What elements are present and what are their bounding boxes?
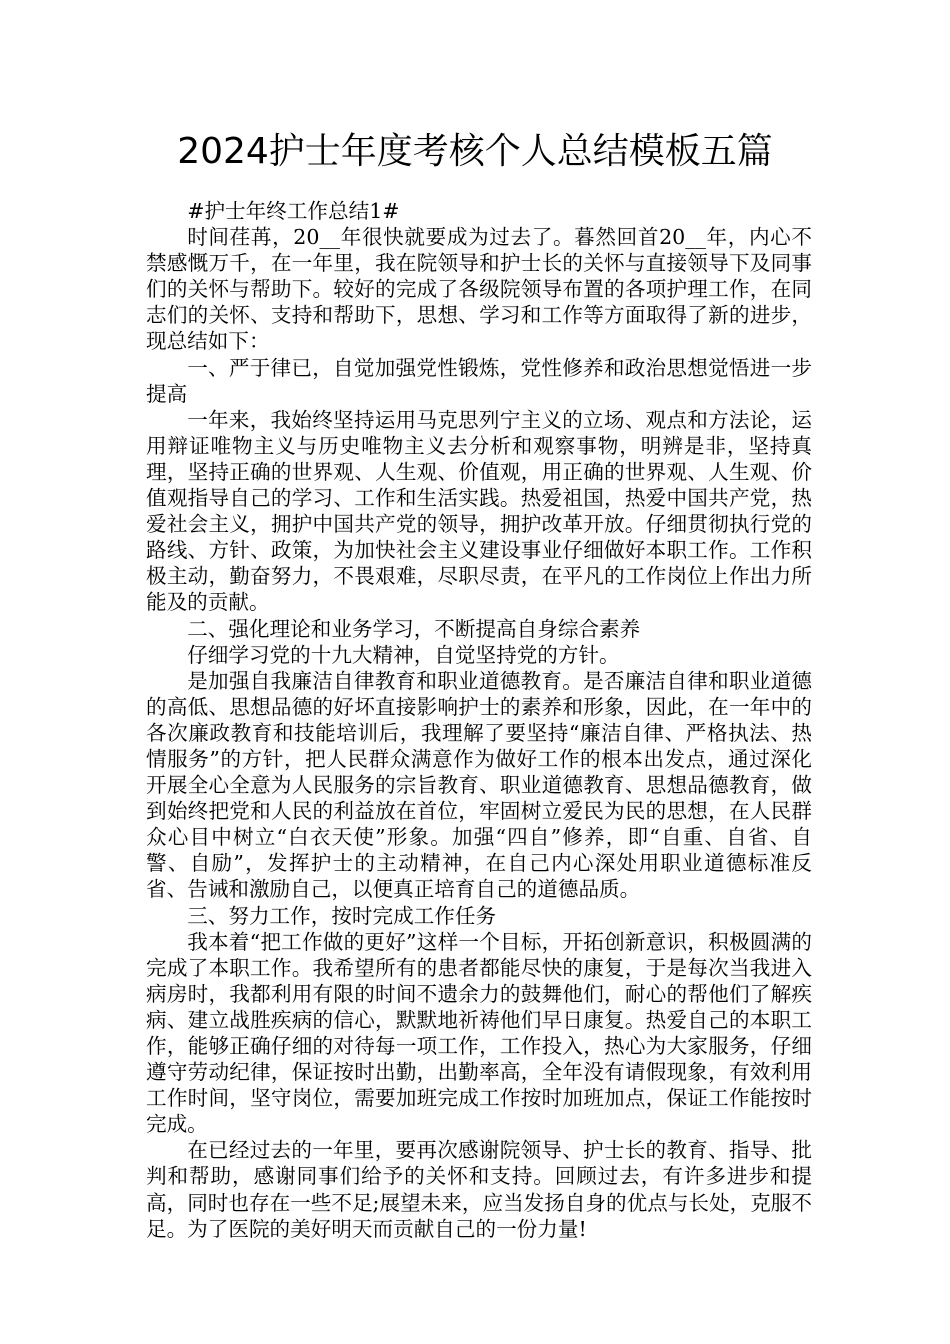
body-paragraph: 仔细学习党的十九大精神，自觉坚持党的方针。 (187, 642, 620, 667)
section-heading: #护士年终工作总结1# (187, 199, 400, 223)
document-title: 2024护士年度考核个人总结模板五篇 (177, 131, 773, 172)
body-paragraph: 在已经过去的一年里，要再次感谢院领导、护士长的教育、指导、批判和帮助，感谢同事们给予的关怀和支持。回顾过去，有许多进步和提高，同时也存在一些不足;展望未来，应当发扬自身的优点与长处，克服不足。为了医院的美好明天而贡献自己的一份力量! (146, 1138, 812, 1241)
body-paragraph: 一年来，我始终坚持运用马克思列宁主义的立场、观点和方法论，运用辩证唯物主义与历史唯物主义去分析和观察事物，明辨是非，坚持真理，坚持正确的世界观、人生观、价值观，用正确的世界观、人生观、价值观指导自己的学习、工作和生活实践。热爱祖国，热爱中国共产党，热爱社会主义，拥护中国共产党的领导，拥护改革开放。仔细贯彻执行党的路线、方针、政策，为加快社会主义建设事业仔细做好本职工作。工作积极主动，勤奋努力，不畏艰难，尽职尽责，在平凡的工作岗位上作出力所能及的贡献。 (146, 407, 812, 615)
document-body (146, 198, 812, 1242)
section-heading: 一、严于律已，自觉加强党性锻炼，党性修养和政治思想觉悟进一步提高 (146, 355, 812, 406)
body-paragraph: 是加强自我廉洁自律教育和职业道德教育。是否廉洁自律和职业道德的高低、思想品德的好坏直接影响护士的素养和形象，因此，在一年中的各次廉政教育和技能培训后，我理解了要坚持“廉洁自律、严格执法、热情服务”的方针，把人民群众满意作为做好工作的根本出发点，通过深化开展全心全意为人民服务的宗旨教育、职业道德教育、思想品德教育，做到始终把党和人民的利益放在首位，牢固树立爱民为民的思想，在人民群众心目中树立“白衣天使”形象。加强“四自”修养，即“自重、自省、自警、自励”，发挥护士的主动精神，在自己内心深处用职业道德标准反省、告诫和激励自己，以便真正培育自己的道德品质。 (146, 668, 812, 902)
body-paragraph: 时间荏苒，20__年很快就要成为过去了。暮然回首20__年，内心不禁感慨万千，在一年里，我在院领导和护士长的关怀与直接领导下及同事们的关怀与帮助下。较好的完成了各级院领导布置的各项护理工作，在同志们的关怀、支持和帮助下，思想、学习和工作等方面取得了新的进步，现总结如下： (146, 225, 812, 354)
section-heading: 二、强化理论和业务学习，不断提高自身综合素养 (187, 616, 641, 641)
body-paragraph: 我本着“把工作做的更好”这样一个目标，开拓创新意识，积极圆满的完成了本职工作。我希望所有的患者都能尽快的康复，于是每次当我进入病房时，我都利用有限的时间不遗余力的鼓舞他们，耐心的帮他们了解疾病、建立战胜疾病的信心，默默地祈祷他们早日康复。热爱自己的本职工作，能够正确仔细的对待每一项工作，工作投入，热心为大家服务，仔细遵守劳动纪律，保证按时出勤，出勤率高，全年没有请假现象，有效利用工作时间，坚守岗位，需要加班完成工作按时加班加点，保证工作能按时完成。 (146, 929, 812, 1137)
section-heading: 三、努力工作，按时完成工作任务 (187, 903, 497, 928)
